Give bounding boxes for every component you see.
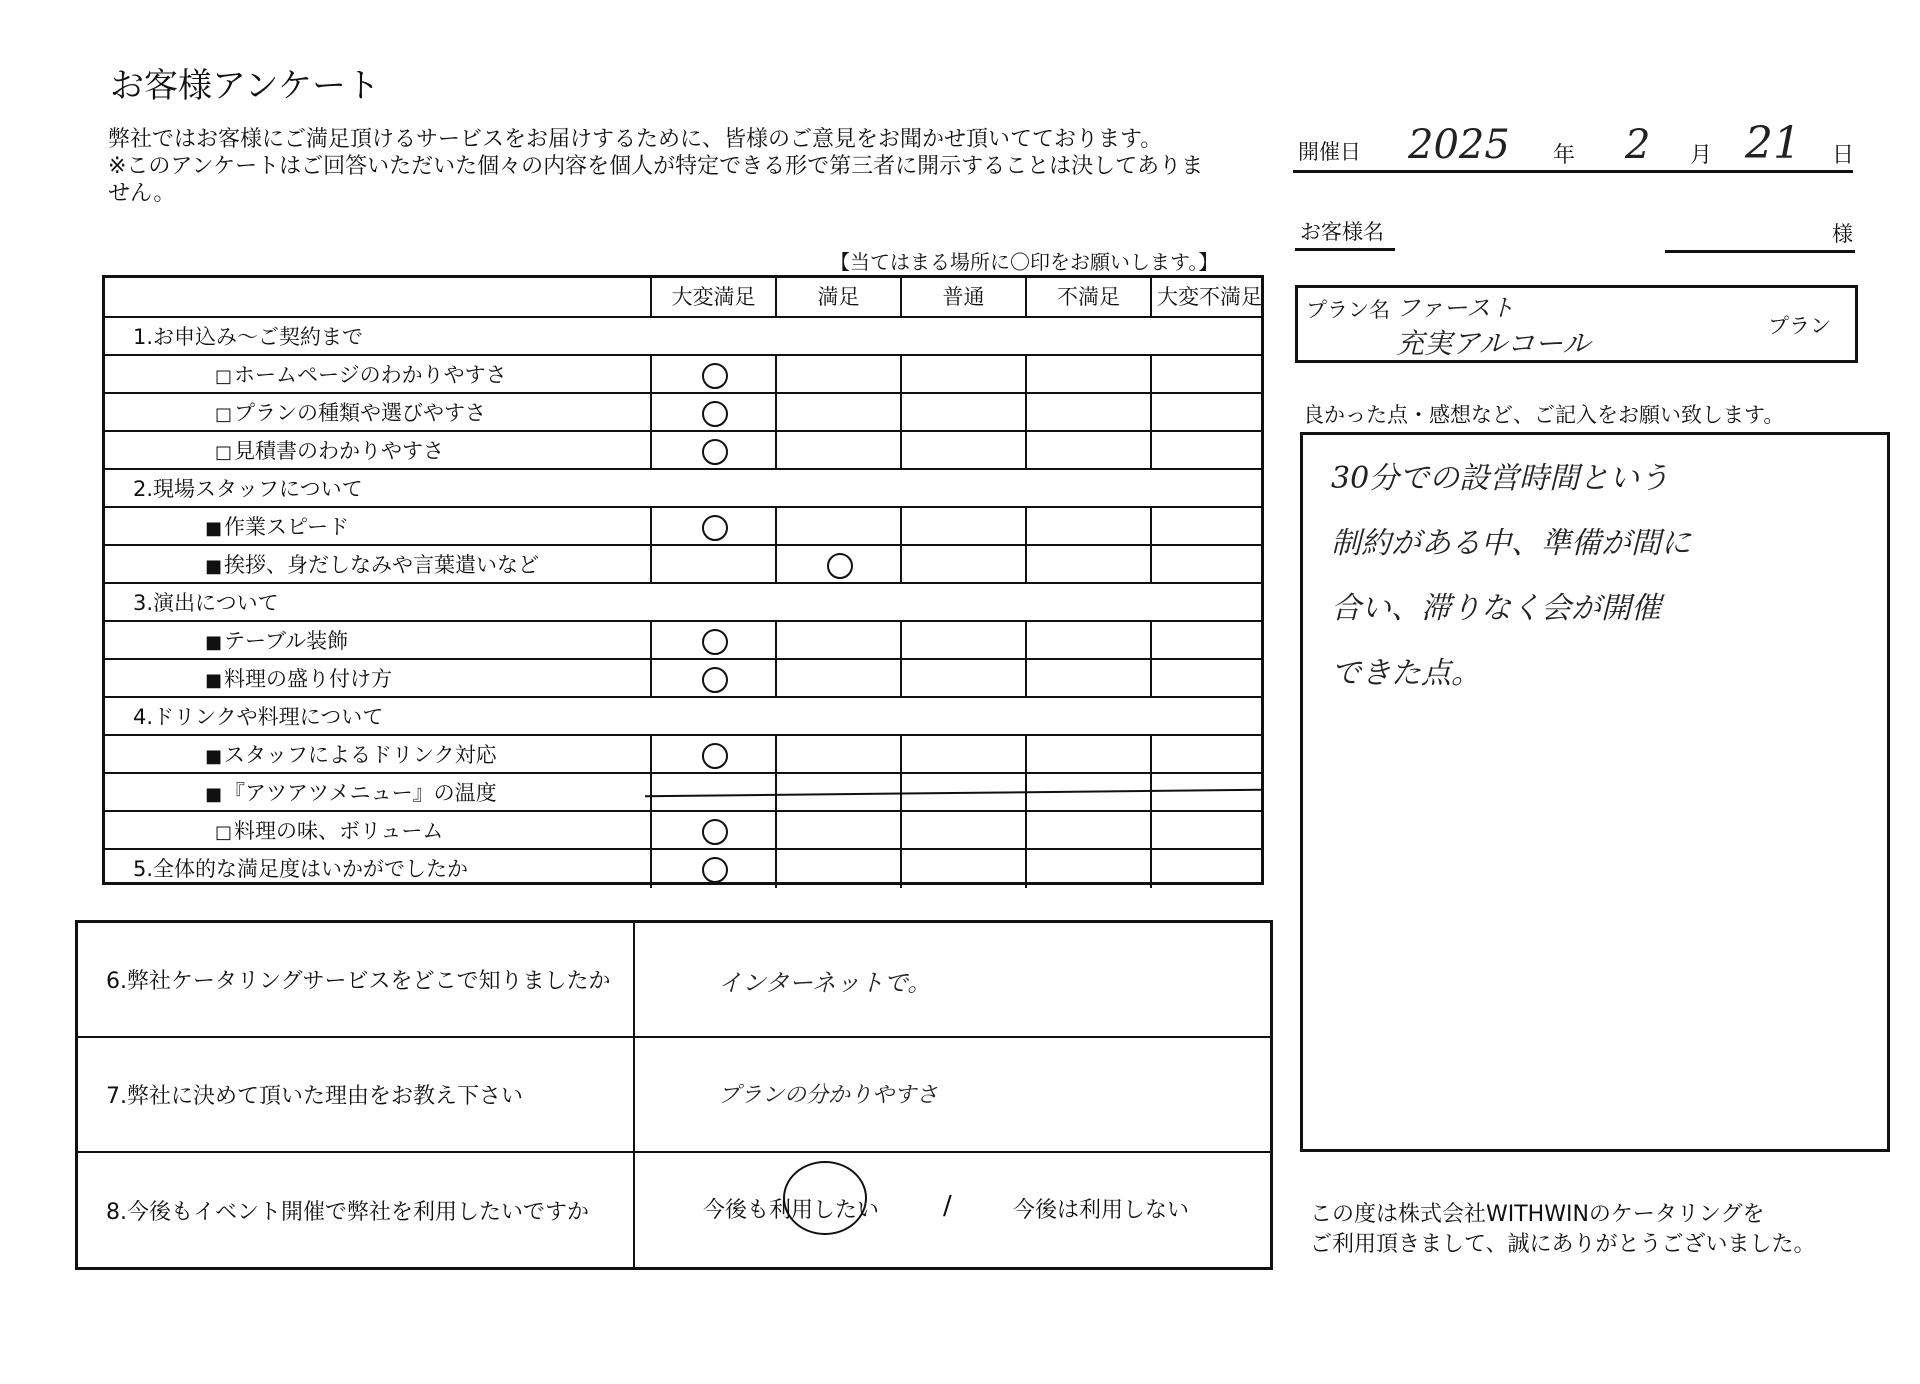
rating-item-label — [205, 546, 539, 586]
circle-mark — [702, 857, 728, 883]
rating-cell[interactable] — [900, 622, 1025, 658]
date-month-unit: 月 — [1690, 143, 1713, 168]
checkbox-filled: ■ — [205, 632, 223, 653]
section-row — [105, 698, 1261, 736]
comment-label: 良かった点・感想など、ご記入をお願い致します。 — [1303, 403, 1785, 427]
questions-table — [75, 920, 1273, 1270]
date-day[interactable]: 21 — [1745, 118, 1801, 169]
label-text: プランの種類や選びやすさ — [234, 401, 487, 425]
rating-item-label — [133, 850, 468, 888]
section-label — [133, 584, 279, 622]
plan-suffix: プラン — [1768, 314, 1831, 338]
thanks-line: この度は株式会社WITHWINのケータリングを — [1310, 1202, 1765, 1227]
customer-label-underline — [1295, 248, 1395, 251]
circle-mark — [702, 667, 728, 693]
rating-cell[interactable] — [1150, 850, 1267, 888]
rating-column-header: 不満足 — [1025, 278, 1150, 316]
label-text: スタッフによるドリンク対応 — [224, 743, 497, 767]
rating-item-label — [205, 660, 392, 700]
checkbox-empty: □ — [215, 366, 233, 387]
comment-box[interactable] — [1300, 432, 1890, 1152]
rating-cell[interactable] — [900, 850, 1025, 888]
plan-box — [1295, 285, 1858, 363]
rating-cell[interactable] — [1025, 356, 1150, 392]
rating-column-header: 普通 — [900, 278, 1025, 316]
page-title: お客様アンケート — [110, 66, 380, 106]
circle-mark — [827, 553, 853, 579]
rating-table — [102, 275, 1264, 885]
comment-line: 制約がある中、準備が間に — [1331, 526, 1691, 561]
question-label: 7.弊社に決めて頂いた理由をお教え下さい — [106, 1084, 523, 1109]
rating-cell[interactable] — [775, 622, 900, 658]
rating-cell[interactable] — [1150, 736, 1267, 772]
rating-cell[interactable] — [1150, 622, 1267, 658]
rating-cell[interactable] — [1025, 394, 1150, 430]
rating-cell[interactable] — [900, 546, 1025, 582]
rating-item-label — [215, 812, 443, 852]
intro-text — [108, 126, 1258, 207]
rating-cell[interactable] — [1150, 356, 1267, 392]
rating-cell[interactable] — [1025, 546, 1150, 582]
rating-item-label — [215, 394, 486, 434]
checkbox-filled: ■ — [205, 556, 223, 577]
question-row — [78, 1038, 1270, 1153]
date-day-unit: 日 — [1832, 143, 1855, 168]
option-separator: / — [943, 1191, 952, 1221]
rating-row — [105, 660, 1261, 698]
circle-mark — [702, 819, 728, 845]
divider — [633, 1153, 635, 1268]
option-yes[interactable]: 今後も利用したい — [703, 1198, 880, 1223]
rating-row — [105, 432, 1261, 470]
answer-text[interactable]: プランの分かりやすさ — [718, 1083, 939, 1108]
label-text: 作業スピード — [224, 515, 350, 539]
label-text: 2.現場スタッフについて — [133, 477, 363, 501]
comment-line: 30分での設営時間という — [1331, 461, 1670, 496]
circle-mark — [702, 629, 728, 655]
section-label — [133, 318, 363, 356]
question-label: 8.今後もイベント開催で弊社を利用したいですか — [106, 1200, 589, 1225]
rating-cell[interactable] — [1025, 850, 1150, 888]
checkbox-empty: □ — [215, 822, 233, 843]
label-text: 4.ドリンクや料理について — [133, 705, 384, 729]
checkbox-filled: ■ — [205, 746, 223, 767]
label-text: テーブル装飾 — [224, 629, 349, 653]
rating-header-row — [105, 278, 1261, 318]
customer-label: お客様名 — [1300, 220, 1384, 244]
rating-row — [105, 546, 1261, 584]
section-row — [105, 584, 1261, 622]
date-underline — [1293, 170, 1853, 173]
rating-column-header: 満足 — [775, 278, 900, 316]
label-text: 料理の盛り付け方 — [224, 667, 393, 691]
rating-cell[interactable] — [900, 432, 1025, 468]
rating-cell[interactable] — [775, 736, 900, 772]
rating-item-label — [215, 356, 507, 396]
rating-row — [105, 850, 1261, 888]
label-text: 挨拶、身だしなみや言葉遣いなど — [224, 553, 540, 577]
rating-cell[interactable] — [900, 660, 1025, 696]
rating-cell[interactable] — [900, 508, 1025, 544]
divider — [633, 923, 635, 1036]
plan-name-line2[interactable]: 充実アルコール — [1396, 327, 1591, 360]
rating-cell[interactable] — [775, 394, 900, 430]
rating-row — [105, 508, 1261, 546]
rating-column-header: 大変不満足 — [1150, 278, 1267, 316]
checkbox-filled: ■ — [205, 670, 223, 691]
comment-line: できた点。 — [1331, 656, 1481, 691]
rating-cell[interactable] — [1025, 432, 1150, 468]
instruction-text: 【当てはまる場所に〇印をお願いします。】 — [830, 250, 1219, 274]
label-text: 見積書のわかりやすさ — [234, 439, 445, 463]
rating-cell[interactable] — [1025, 508, 1150, 544]
checkbox-filled: ■ — [205, 518, 223, 539]
rating-cell[interactable] — [650, 622, 775, 658]
label-text: 1.お申込み～ご契約まで — [133, 325, 364, 349]
rating-cell[interactable] — [1150, 660, 1267, 696]
rating-cell[interactable] — [1150, 774, 1267, 810]
circle-mark — [702, 515, 728, 541]
rating-row — [105, 356, 1261, 394]
section-label — [133, 698, 383, 736]
label-text: ホームページのわかりやすさ — [234, 363, 507, 387]
rating-row — [105, 622, 1261, 660]
rating-cell[interactable] — [1025, 812, 1150, 848]
rating-cell[interactable] — [650, 812, 775, 848]
rating-cell[interactable] — [900, 394, 1025, 430]
thanks-line: ご利用頂きまして、誠にありがとうございました。 — [1310, 1232, 1816, 1257]
rating-cell[interactable] — [775, 356, 900, 392]
rating-cell[interactable] — [1025, 622, 1150, 658]
rating-cell[interactable] — [650, 394, 775, 430]
rating-column-header: 大変満足 — [650, 278, 775, 316]
rating-cell[interactable] — [1150, 432, 1267, 468]
intro-line: せん。 — [108, 181, 176, 206]
circle-mark — [702, 401, 728, 427]
divider — [633, 1038, 635, 1151]
date-year-unit: 年 — [1553, 143, 1576, 168]
rating-cell[interactable] — [775, 432, 900, 468]
date-month[interactable]: 2 — [1625, 122, 1651, 168]
customer-suffix: 様 — [1832, 222, 1853, 246]
rating-cell[interactable] — [1025, 736, 1150, 772]
rating-cell[interactable] — [775, 508, 900, 544]
option-no[interactable]: 今後は利用しない — [1013, 1198, 1190, 1223]
question-label: 6.弊社ケータリングサービスをどこで知りましたか — [106, 969, 611, 994]
section-row — [105, 470, 1261, 508]
rating-cell[interactable] — [900, 356, 1025, 392]
rating-cell[interactable] — [650, 432, 775, 468]
rating-cell[interactable] — [1150, 812, 1267, 848]
rating-item-label — [215, 432, 444, 472]
label-text: 『アツアツメニュー』の温度 — [224, 781, 497, 805]
rating-cell[interactable] — [1150, 508, 1267, 544]
rating-row — [105, 812, 1261, 850]
rating-cell[interactable] — [775, 546, 900, 582]
thanks-text — [1310, 1200, 1816, 1260]
rating-item-label — [205, 736, 497, 776]
rating-cell[interactable] — [650, 660, 775, 696]
rating-cell[interactable] — [650, 508, 775, 544]
checkbox-empty: □ — [215, 442, 233, 463]
section-label — [133, 470, 363, 508]
date-label: 開催日 — [1298, 140, 1361, 164]
rating-cell[interactable] — [1025, 660, 1150, 696]
date-year[interactable]: 2025 — [1408, 122, 1510, 168]
rating-cell[interactable] — [650, 546, 775, 582]
label-text: 3.演出について — [133, 591, 279, 615]
intro-line: 弊社ではお客様にご満足頂けるサービスをお届けするために、皆様のご意見をお聞かせ頂いてております。 — [108, 127, 1163, 152]
rating-cell[interactable] — [1150, 394, 1267, 430]
rating-cell[interactable] — [1150, 546, 1267, 582]
customer-name-underline[interactable] — [1665, 250, 1855, 253]
intro-line: ※このアンケートはご回答いただいた個々の内容を個人が特定できる形で第三者に開示することは決してありま — [108, 154, 1204, 179]
circle-mark — [702, 439, 728, 465]
question-row — [78, 1153, 1270, 1268]
rating-cell[interactable] — [900, 812, 1025, 848]
rating-cell[interactable] — [650, 850, 775, 888]
rating-cell[interactable] — [775, 850, 900, 888]
rating-cell[interactable] — [650, 356, 775, 392]
label-text: 料理の味、ボリューム — [234, 819, 444, 843]
plan-label: プラン名 — [1306, 298, 1390, 322]
question-row — [78, 923, 1270, 1038]
comment-line: 合い、滞りなく会が開催 — [1331, 591, 1661, 626]
checkbox-empty: □ — [215, 404, 233, 425]
rating-cell[interactable] — [775, 660, 900, 696]
selection-circle — [783, 1161, 867, 1235]
label-text: 5.全体的な満足度はいかがでしたか — [133, 857, 469, 881]
circle-mark — [702, 363, 728, 389]
answer-text[interactable]: インターネットで。 — [718, 969, 932, 997]
rating-row — [105, 394, 1261, 432]
rating-cell[interactable] — [775, 812, 900, 848]
rating-item-label — [205, 508, 349, 548]
rating-item-label — [205, 774, 497, 814]
rating-cell[interactable] — [650, 736, 775, 772]
plan-name-line1[interactable]: ファースト — [1396, 294, 1515, 322]
section-row — [105, 318, 1261, 356]
rating-row — [105, 736, 1261, 774]
checkbox-filled: ■ — [205, 784, 223, 805]
rating-cell[interactable] — [650, 774, 775, 810]
rating-cell[interactable] — [900, 736, 1025, 772]
rating-item-label — [205, 622, 348, 662]
circle-mark — [702, 743, 728, 769]
rating-row — [105, 774, 1261, 812]
